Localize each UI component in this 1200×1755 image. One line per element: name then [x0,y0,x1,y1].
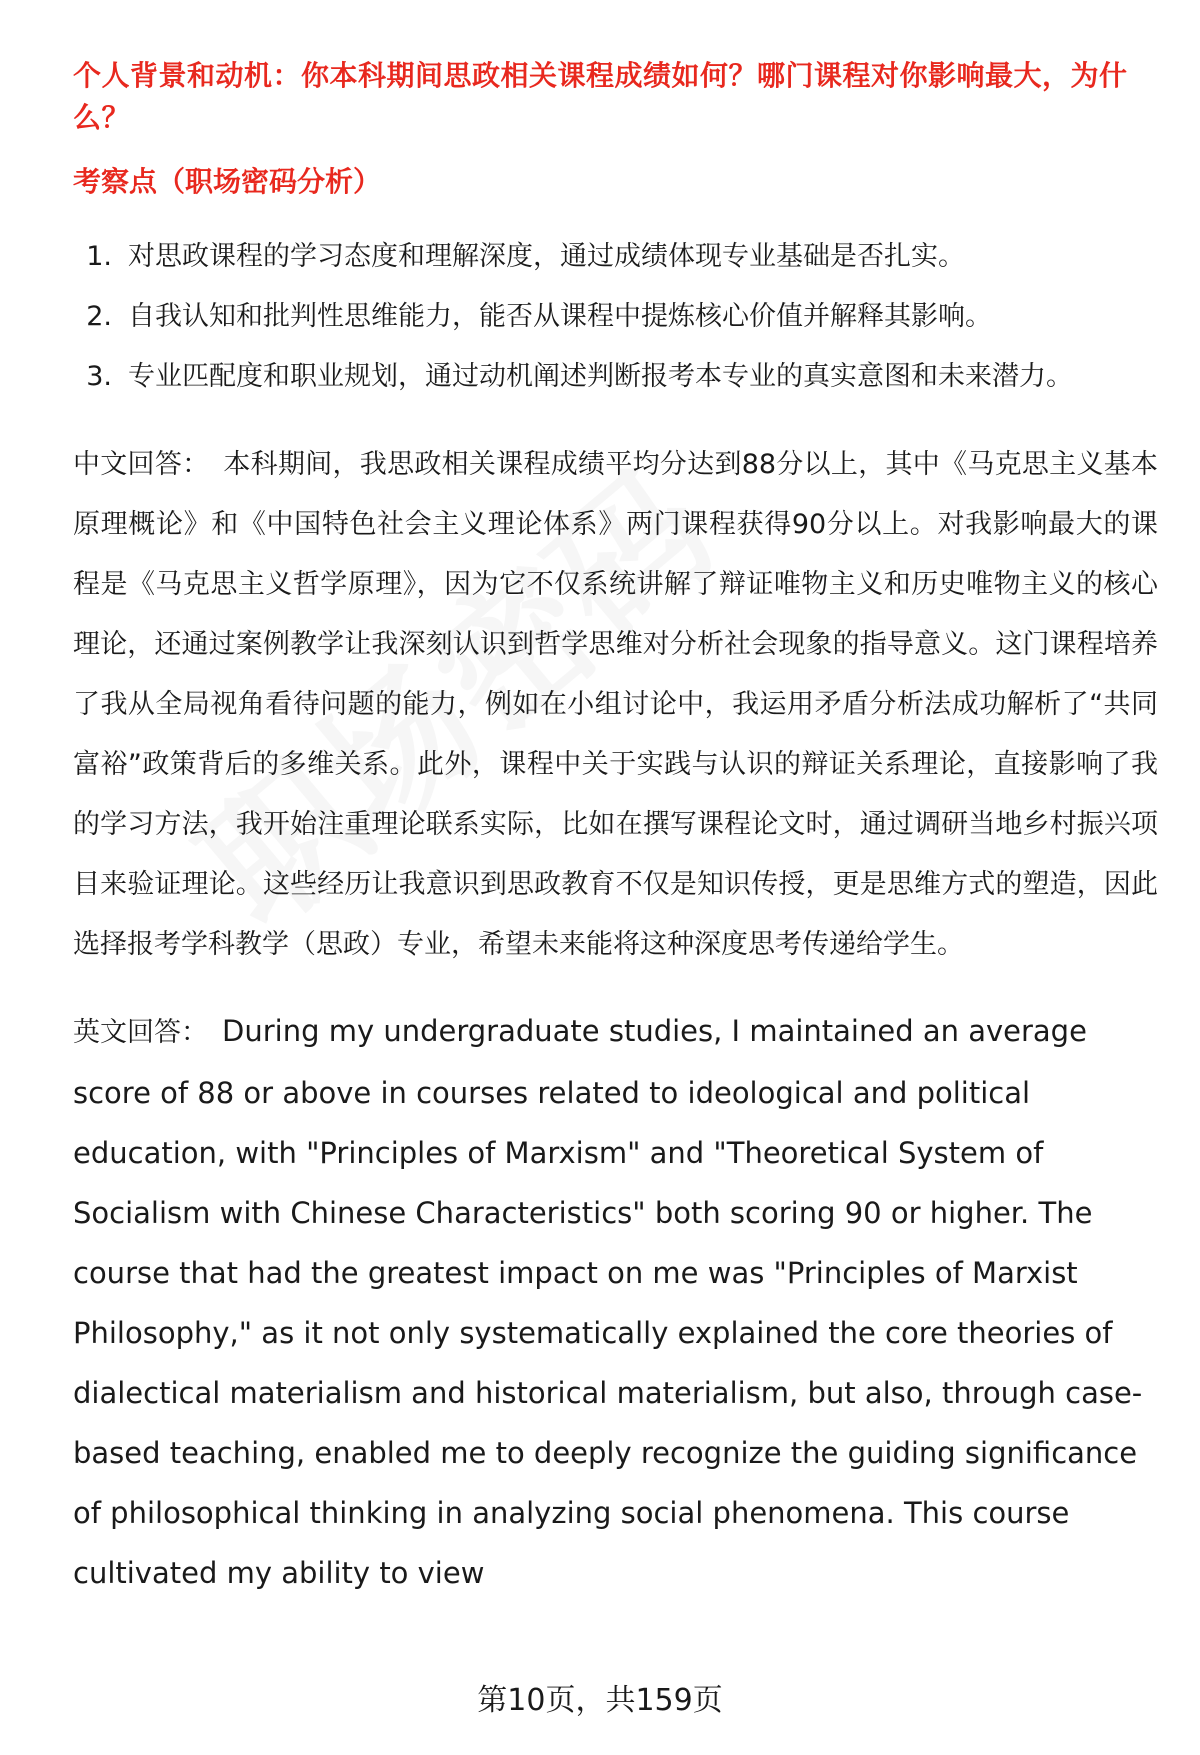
list-item [73,227,1158,287]
page-number: 第10页，共159页 [477,1683,723,1718]
question-heading: 个人背景和动机：你本科期间思政相关课程成绩如何？哪门课程对你影响最大，为什么？ [73,59,1128,134]
list-item-number: 3. [86,361,112,392]
list-item-number: 1. [86,241,112,272]
list-item-number: 2. [86,301,112,332]
list-item-text: 自我认知和批判性思维能力，能否从课程中提炼核心价值并解释其影响。 [128,301,992,332]
points-list [73,227,1158,407]
list-item [73,347,1158,407]
english-answer-label: 英文回答： [73,1017,208,1048]
document-page [73,55,1158,1603]
chinese-answer [73,435,1158,975]
list-item [73,287,1158,347]
list-item-text: 专业匹配度和职业规划，通过动机阐述判断报考本专业的真实意图和未来潜力。 [128,361,1073,392]
english-answer-text: During my undergraduate studies, I maintained an average score of 88 or above in courses related to ideological and political education, with "Principles of Marxism" and "Theoretical System of Socialism with Chinese Characteristics" both scoring 90 or higher. The course that had the greatest impact on me was "Principles of Marxist Philosophy," as it not only systematically explained the core theories of dialectical materialism and historical materialism, but also, through case-based teaching, enabled me to deeply recognize the guiding significance of philosophical thinking in analyzing social phenomena. This course cultivated my ability to view [73,1014,1143,1590]
chinese-answer-label: 中文回答： [73,449,210,480]
points-title: 考察点（职场密码分析） [73,165,382,198]
chinese-answer-text: 本科期间，我思政相关课程成绩平均分达到88分以上，其中《马克思主义基本原理概论》和《中国特色社会主义理论体系》两门课程获得90分以上。对我影响最大的课程是《马克思主义哲学原理》，因为它不仅系统讲解了辩证唯物主义和历史唯物主义的核心理论，还通过案例教学让我深刻认识到哲学思维对分析社会现象的指导意义。这门课程培养了我从全局视角看待问题的能力，例如在小组讨论中，我运用矛盾分析法成功解析了“共同富裕”政策背后的多维关系。此外，课程中关于实践与认识的辩证关系理论，直接影响了我的学习方法，我开始注重理论联系实际，比如在撰写课程论文时，通过调研当地乡村振兴项目来验证理论。这些经历让我意识到思政教育不仅是知识传授，更是思维方式的塑造，因此选择报考学科教学（思政）专业，希望未来能将这种深度思考传递给学生。 [73,449,1159,960]
english-answer [73,1001,1158,1603]
list-item-text: 对思政课程的学习态度和理解深度，通过成绩体现专业基础是否扎实。 [128,241,965,272]
